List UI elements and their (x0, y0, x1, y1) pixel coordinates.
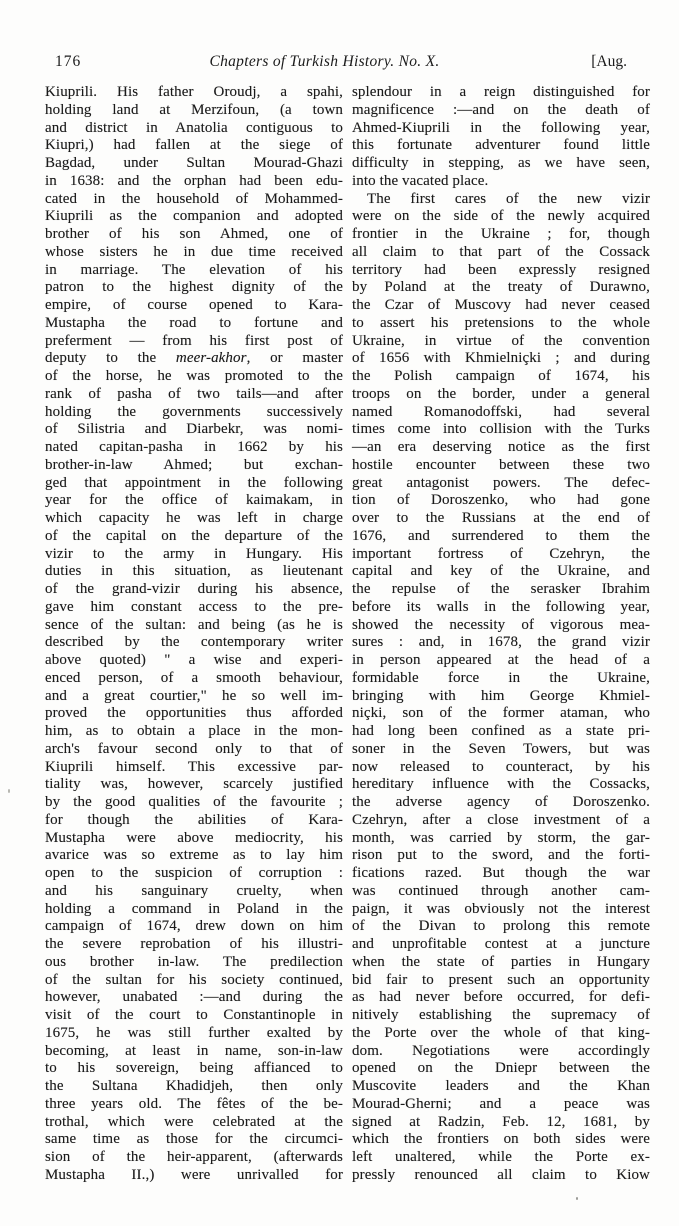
text-line: of the horse, he was promoted to the (45, 368, 343, 384)
right-column (352, 84, 650, 1185)
text-line: enced person, of a smooth behaviour, (45, 669, 343, 686)
text-line: vizir to the army in Hungary. His (45, 545, 343, 562)
text-line: deputy to the meer-akhor, or master (45, 350, 344, 367)
text-line: bid fair to present such an opportunity (352, 971, 650, 988)
text-line: The first cares of the new vizir (367, 190, 650, 207)
text-line: for though the abilities of Kara- (45, 811, 343, 828)
text-line: formidable force in the Ukraine, (352, 669, 650, 686)
text-line: great antagonist powers. The defec- (352, 474, 650, 491)
text-line: described by the contemporary writer (45, 634, 343, 651)
text-line: year for the office of kaimakam, in (45, 492, 343, 509)
text-line: Kiuprili himself. This excessive par- (45, 758, 343, 775)
text-line: magnificence :—and on the death of (352, 101, 650, 118)
text-line: holding the governments successively (45, 403, 343, 420)
text-line: 1676, and surrendered to them the (352, 527, 650, 544)
text-line: rison put to the sword, and the forti- (352, 847, 650, 864)
text-line: the adverse agency of Doroszenko. (352, 794, 650, 810)
text-line: tion of Doroszenko, who had gone (352, 492, 650, 509)
text-line: patron to the highest dignity of the (45, 279, 343, 296)
text-line: nitively establishing the supremacy of (352, 1007, 650, 1023)
text-line: by the good qualities of the favourite ; (45, 794, 343, 810)
text-line: all claim to that part of the Cossack (352, 243, 650, 260)
text-line: of the sultan for his society continued, (45, 971, 343, 988)
text-line: left unaltered, while the Porte ex- (352, 1149, 650, 1165)
text-line: Mustapha were above mediocrity, his (45, 829, 343, 846)
text-line: cated in the household of Mohammed- (45, 190, 343, 207)
text-line: before its walls in the following year, (352, 598, 650, 615)
text-line: Ukraine, in virtue of the convention (352, 332, 650, 349)
text-line: and a great courtier," he so well im- (45, 687, 343, 704)
text-line: and unprofitable contest at a juncture (352, 936, 650, 952)
text-line: as had never before occurred, for defi- (352, 989, 650, 1006)
text-line: sence of the sultan: and being (as he is (45, 616, 343, 633)
text-line: tiality was, however, scarcely justified (45, 776, 343, 793)
text-line: ged that appointment in the following (45, 474, 343, 491)
text-line: when the state of parties in Hungary (352, 953, 650, 970)
text-line: nated capitan-pasha in 1662 by his (45, 439, 343, 455)
text-line: frontier in the Ukraine ; for, though (352, 226, 650, 242)
text-line: Mustapha the road to fortune and (45, 314, 343, 331)
text-line: to assert his pretensions to the whole (352, 314, 650, 331)
text-line: Kiuprili as the companion and adopted (45, 208, 343, 225)
text-line: him, as to obtain a place in the mon- (45, 723, 343, 739)
text-line: in 1638: and the orphan had been edu- (45, 172, 343, 189)
running-title: Chapters of Turkish History. No. X. (209, 53, 440, 70)
text-line: important fortress of Czehryn, the (352, 545, 650, 562)
text-line: splendour in a reign distinguished for (352, 84, 650, 100)
text-line: by Poland at the treaty of Durawno, (352, 279, 650, 296)
text-line: arch's favour second only to that of (45, 740, 343, 757)
text-line: gave him constant access to the pre- (45, 598, 343, 615)
text-line: times come into collision with the Turks (352, 421, 650, 438)
text-line: dom. Negotiations were accordingly (352, 1042, 650, 1059)
text-line: however, unabated :—and during the (45, 989, 343, 1006)
text-line: of 1656 with Khmielniçki ; and during (352, 350, 650, 367)
text-line: month, was carried by storm, the gar- (352, 829, 650, 846)
text-line: above quoted) " a wise and experi- (45, 652, 343, 668)
text-line: in person appeared at the head of a (352, 652, 650, 668)
text-line: the Polish campaign of 1674, his (352, 368, 650, 384)
text-line: of the capital on the departure of the (45, 527, 343, 544)
text-line: proved the opportunities thus afforded (45, 705, 343, 722)
text-line: and his sanguinary cruelty, when (45, 882, 343, 899)
text-line: had long been confined as a state pri- (352, 723, 650, 739)
text-line: Ahmed-Kiuprili in the following year, (352, 119, 650, 136)
text-line: ous brother in-law. The predilection (45, 953, 343, 970)
text-line: troops on the border, under a general (352, 385, 650, 402)
text-line: Czehryn, after a close investment of a (352, 811, 650, 828)
text-line: to his sovereign, being affianced to (45, 1060, 343, 1077)
text-line: named Romanodoffski, had several (352, 403, 650, 420)
text-line: three years old. The fêtes of the be- (45, 1095, 343, 1112)
text-line: 1675, he was still further exalted by (45, 1024, 343, 1041)
text-line: now released to counteract, by his (352, 758, 650, 775)
text-line: empire, of course opened to Kara- (45, 297, 343, 313)
text-line: hereditary influence with the Cossacks, (352, 776, 650, 793)
text-line: was continued through another cam- (352, 882, 650, 899)
text-line: brother-in-law Ahmed; but exchan- (45, 456, 343, 473)
text-line: open to the suspicion of corruption : (45, 865, 343, 881)
text-line: fications razed. But though the war (352, 865, 650, 881)
text-line: pressly renounced all claim to Kiow (352, 1166, 650, 1183)
text-line: visit of the court to Constantinople in (45, 1007, 343, 1023)
text-line: bringing with him George Khmiel- (352, 687, 650, 704)
text-line: duties in this situation, as lieutenant (45, 563, 343, 580)
text-line: hostile encounter between these two (352, 456, 650, 473)
scan-speck (576, 1197, 578, 1200)
text-line: whose sisters he in due time received (45, 243, 343, 260)
text-line: the Sultana Khadidjeh, then only (45, 1078, 343, 1094)
text-line: this fortunate adventurer found little (352, 137, 650, 154)
text-line: holding a command in Poland in the (45, 900, 343, 917)
text-line: the Porte over the whole of that king- (352, 1024, 650, 1041)
text-line: the severe reprobation of his illustri- (45, 936, 343, 952)
text-line: over to the Russians at the end of (352, 510, 650, 526)
text-line: sures : and, in 1678, the grand vizir (352, 634, 650, 651)
text-line: Mourad-Gherni; and a peace was (352, 1095, 650, 1112)
text-line: paign, it was obviously not the interest (352, 900, 650, 917)
text-line: and district in Anatolia contiguous to (45, 119, 343, 136)
text-line: capital and key of the Ukraine, and (352, 563, 650, 580)
text-line: Mustapha II.,) were unrivalled for (45, 1166, 343, 1183)
text-line: which capacity he was left in charge (45, 510, 343, 526)
left-column (45, 84, 343, 1185)
text-line: niçki, son of the former ataman, who (352, 705, 650, 722)
text-line: difficulty in stepping, as we have seen, (352, 155, 650, 171)
text-line: Kiupri,) had fallen at the siege of (45, 137, 343, 154)
text-line: Kiuprili. His father Oroudj, a spahi, (45, 84, 343, 100)
text-line: soner in the Seven Towers, but was (352, 740, 650, 757)
page-header (0, 53, 679, 75)
text-line: trothal, which were celebrated at the (45, 1113, 343, 1130)
text-line: territory had been expressly resigned (352, 261, 650, 278)
text-line: the repulse of the serasker Ibrahim (352, 581, 650, 597)
text-line: the Czar of Muscovy had never ceased (352, 297, 650, 313)
text-line: opened on the Dniepr between the (352, 1060, 650, 1077)
text-line: of the Divan to prolong this remote (352, 918, 650, 935)
text-line: of the grand-vizir during his absence, (45, 581, 343, 597)
text-line: were on the side of the newly acquired (352, 208, 650, 225)
issue-date: [Aug. (591, 53, 627, 70)
text-line: becoming, at least in name, son-in-law (45, 1042, 343, 1059)
text-line: same time as those for the circumci- (45, 1131, 343, 1148)
page-number: 176 (55, 53, 82, 70)
text-line: which the frontiers on both sides were (352, 1131, 650, 1148)
text-line: avarice was so extreme as to lay him (45, 847, 343, 864)
scan-speck (8, 789, 10, 793)
text-line: rank of pasha of two tails—and after (45, 385, 343, 402)
text-line: showed the necessity of vigorous mea- (352, 616, 650, 633)
text-line: signed at Radzin, Feb. 12, 1681, by (352, 1113, 650, 1130)
text-line: —an era deserving notice as the first (352, 439, 650, 455)
text-line: preferment — from his first post of (45, 332, 343, 349)
text-line: into the vacated place. (352, 172, 489, 189)
text-line: sion of the heir-apparent, (afterwards (45, 1149, 343, 1165)
text-line: campaign of 1674, drew down on him (45, 918, 343, 935)
text-line: in marriage. The elevation of his (45, 261, 343, 278)
text-line: holding land at Merzifoun, (a town (45, 101, 343, 118)
text-line: Muscovite leaders and the Khan (352, 1078, 650, 1094)
text-line: Bagdad, under Sultan Mourad-Ghazi (45, 155, 343, 171)
text-line: brother of his son Ahmed, one of (45, 226, 343, 242)
text-line: of Silistria and Diarbekr, was nomi- (45, 421, 343, 438)
